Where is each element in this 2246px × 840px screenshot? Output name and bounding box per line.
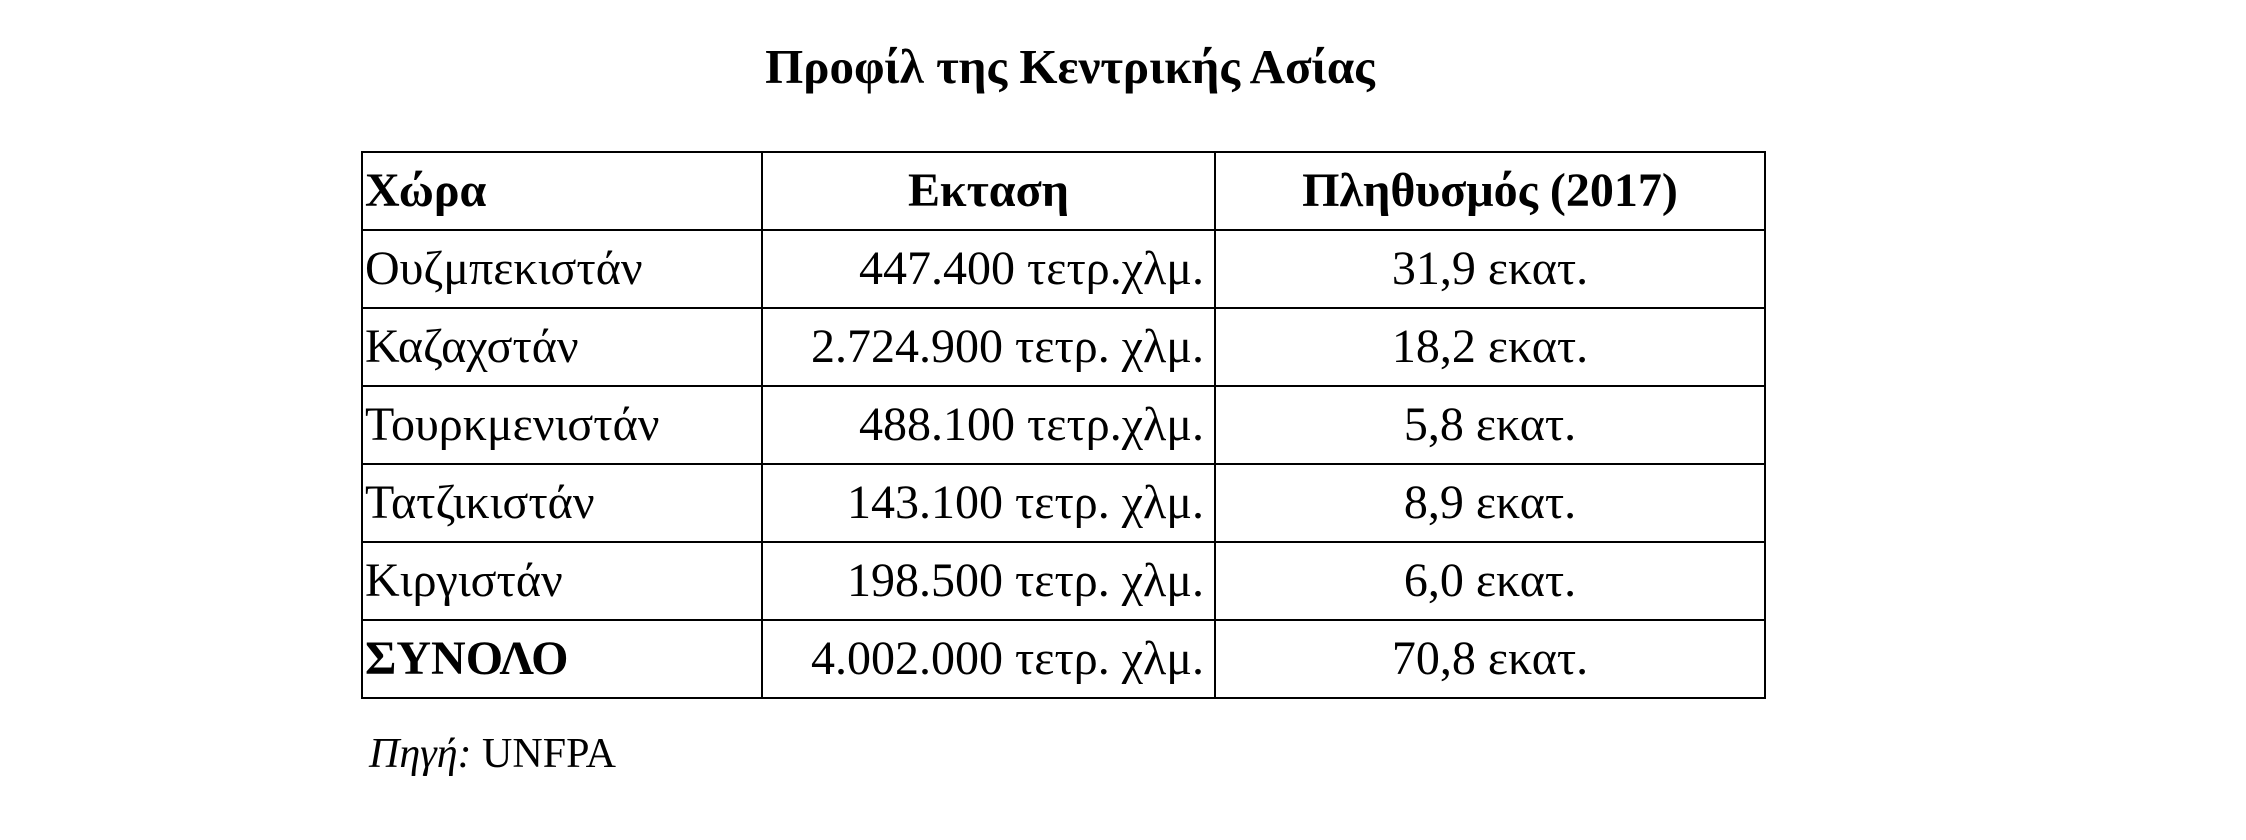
country-cell: Τατζικιστάν bbox=[362, 464, 762, 542]
table-row bbox=[362, 542, 1765, 620]
table-row bbox=[362, 230, 1765, 308]
table-row bbox=[362, 386, 1765, 464]
total-area-cell: 4.002.000 τετρ. χλμ. bbox=[762, 620, 1215, 698]
total-label-cell: ΣΥΝΟΛΟ bbox=[362, 620, 762, 698]
header-area: Εκταση bbox=[762, 152, 1215, 230]
table-total-row bbox=[362, 620, 1765, 698]
country-cell: Ουζμπεκιστάν bbox=[362, 230, 762, 308]
page-title: Προφίλ της Κεντρικής Ασίας bbox=[765, 39, 1375, 94]
source-note bbox=[369, 728, 616, 780]
area-cell: 2.724.900 τετρ. χλμ. bbox=[762, 308, 1215, 386]
table-row bbox=[362, 464, 1765, 542]
country-cell: Κιργιστάν bbox=[362, 542, 762, 620]
table-row bbox=[362, 308, 1765, 386]
population-cell: 5,8 εκατ. bbox=[1215, 386, 1765, 464]
area-cell: 198.500 τετρ. χλμ. bbox=[762, 542, 1215, 620]
header-country: Χώρα bbox=[362, 152, 762, 230]
country-cell: Καζαχστάν bbox=[362, 308, 762, 386]
population-cell: 8,9 εκατ. bbox=[1215, 464, 1765, 542]
central-asia-table bbox=[361, 151, 1766, 699]
area-cell: 447.400 τετρ.χλμ. bbox=[762, 230, 1215, 308]
country-cell: Τουρκμενιστάν bbox=[362, 386, 762, 464]
area-cell: 143.100 τετρ. χλμ. bbox=[762, 464, 1215, 542]
header-population: Πληθυσμός (2017) bbox=[1215, 152, 1765, 230]
population-cell: 18,2 εκατ. bbox=[1215, 308, 1765, 386]
table-header-row bbox=[362, 152, 1765, 230]
source-label: Πηγή: bbox=[369, 731, 472, 777]
area-cell: 488.100 τετρ.χλμ. bbox=[762, 386, 1215, 464]
population-cell: 6,0 εκατ. bbox=[1215, 542, 1765, 620]
population-cell: 31,9 εκατ. bbox=[1215, 230, 1765, 308]
source-value: UNFPA bbox=[482, 731, 616, 777]
total-population-cell: 70,8 εκατ. bbox=[1215, 620, 1765, 698]
